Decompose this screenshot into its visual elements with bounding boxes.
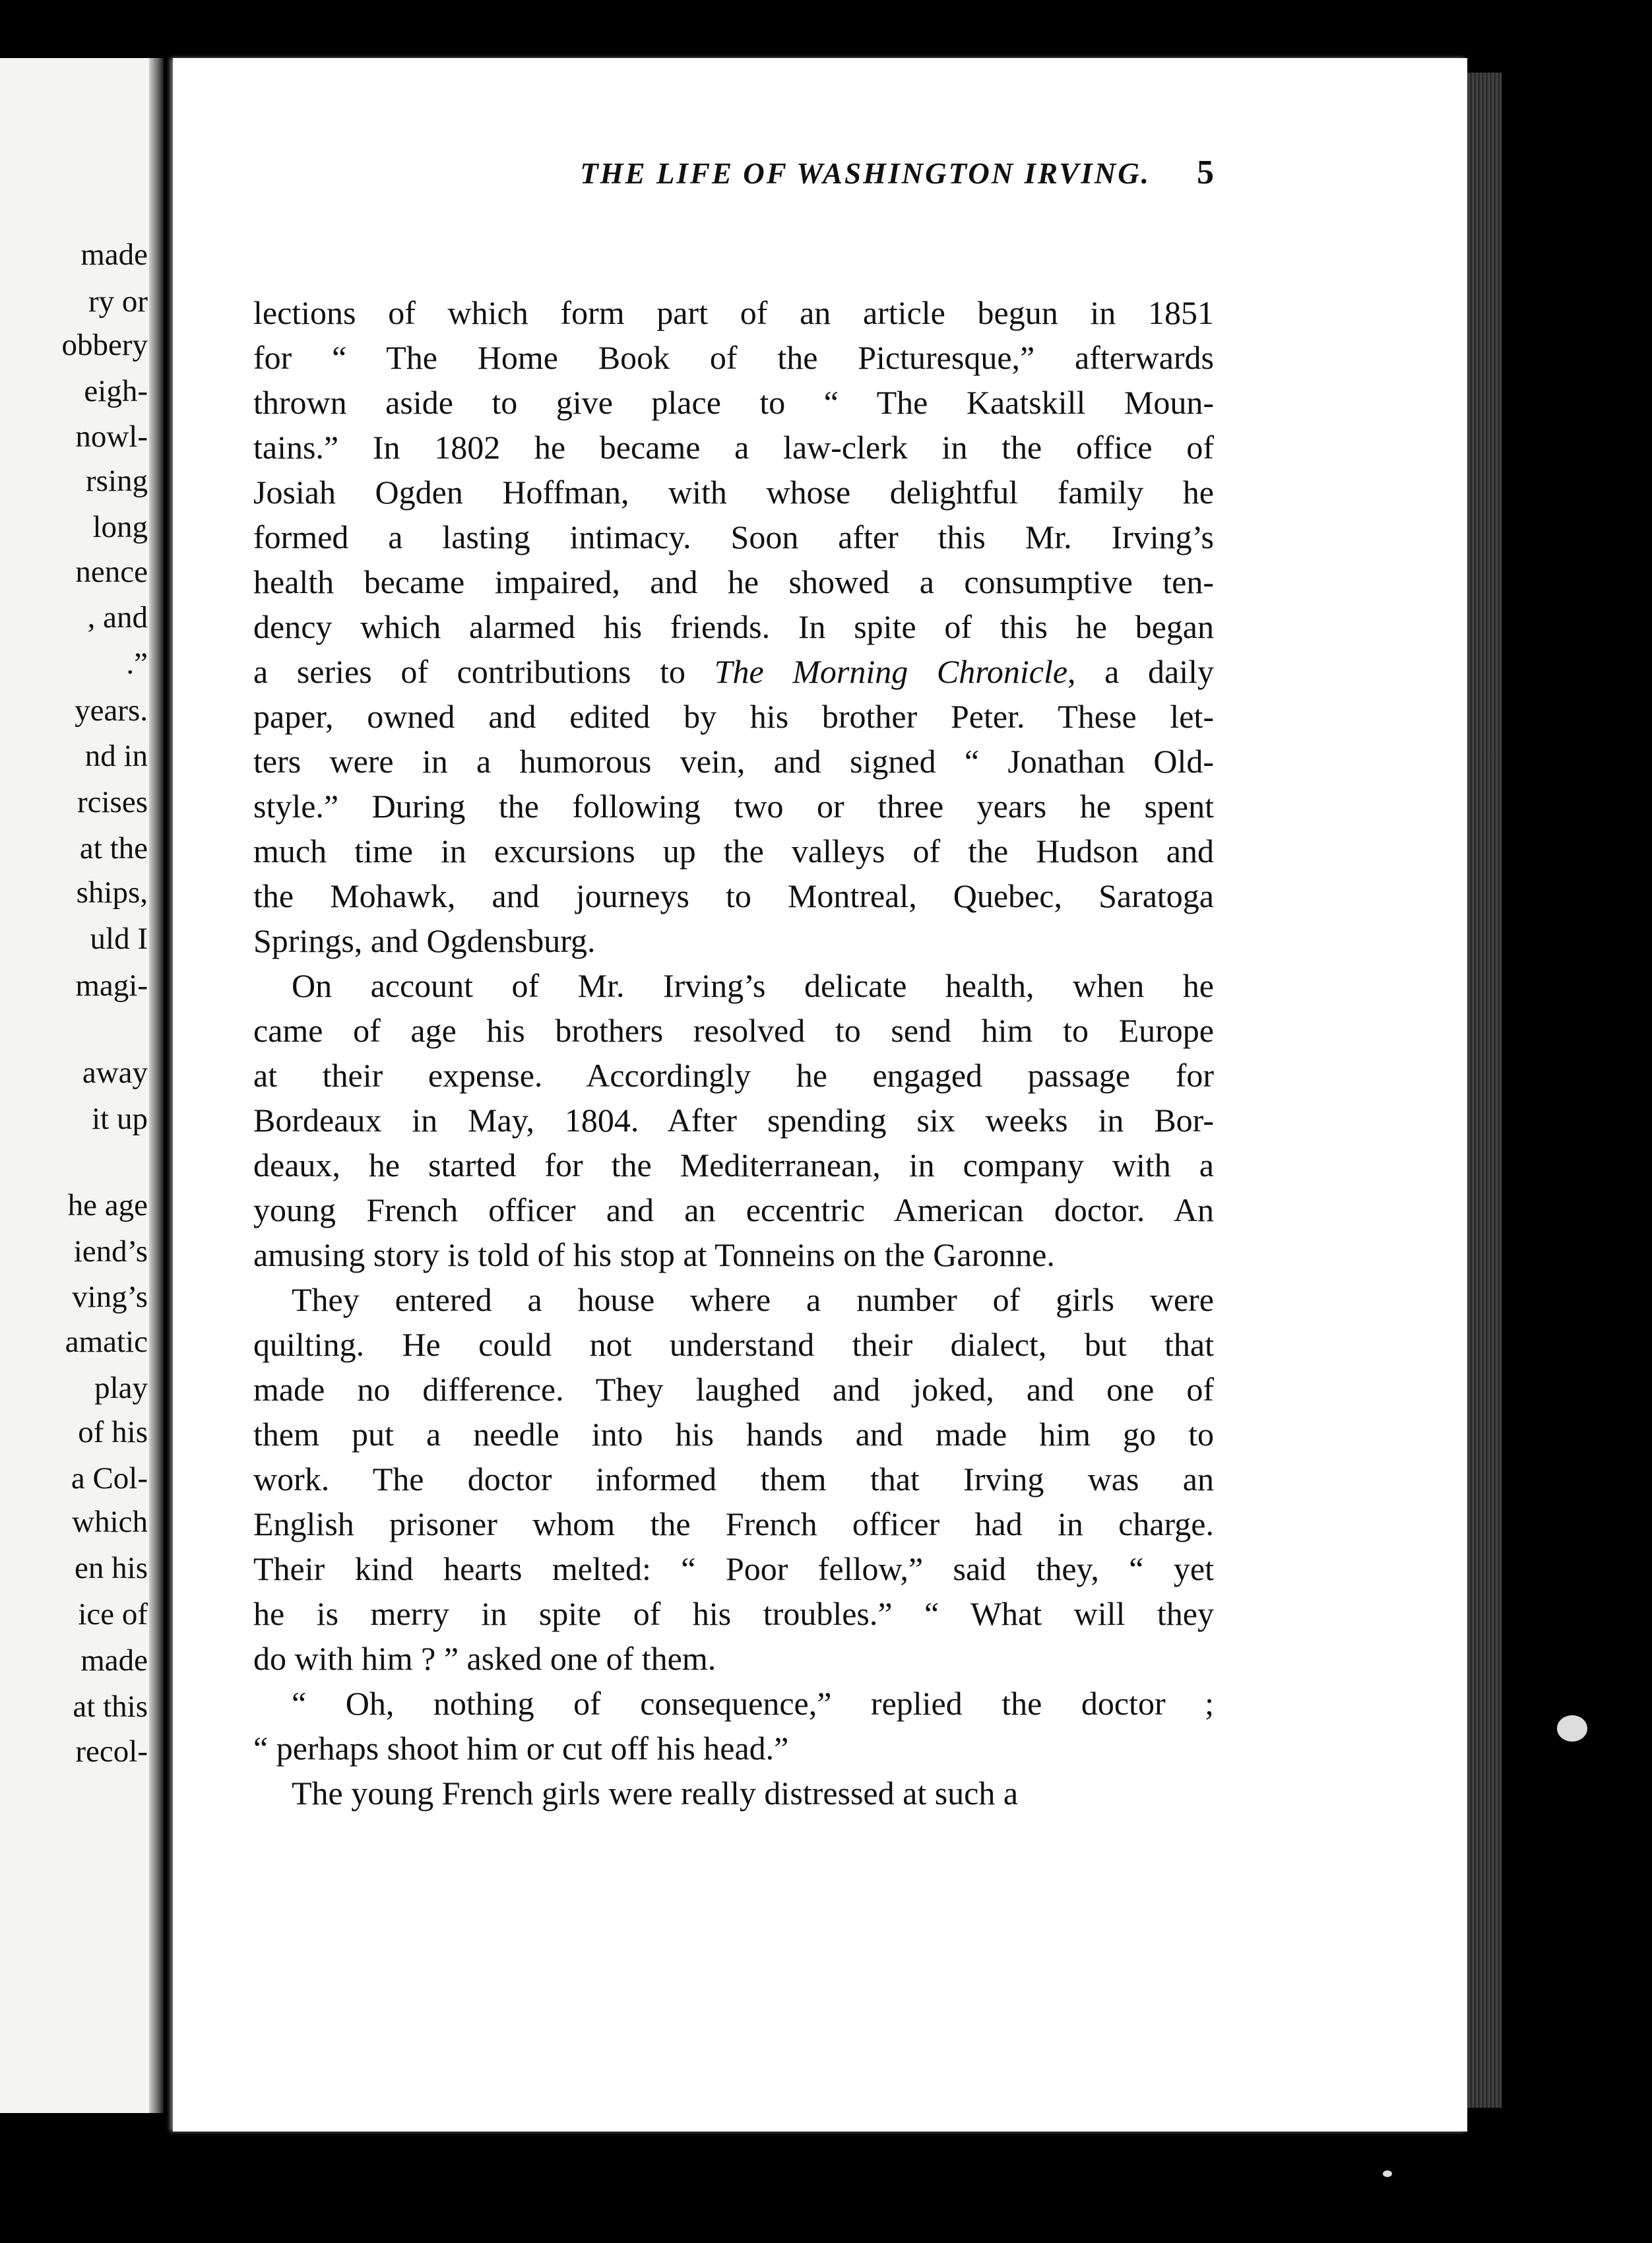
text-line: health became impaired, and he showed a consumptive ten-	[253, 563, 1214, 600]
paragraph	[253, 1771, 1214, 1816]
text-line: ters were in a humorous vein, and signed “ Jonathan Old-	[253, 743, 1214, 780]
previous-page-line: , and	[87, 600, 148, 635]
text-line: a series of contributions to The Morning Chronicle, a daily	[253, 653, 1214, 690]
text-line: paper, owned and edited by his brother Peter. These let-	[253, 698, 1214, 735]
previous-page-line: nowl-	[75, 420, 148, 454]
previous-page-line: long	[92, 510, 148, 544]
book-gutter	[149, 58, 164, 2113]
page-number: 5	[1197, 154, 1214, 191]
text-line: Josiah Ogden Hoffman, with whose delightful family he	[253, 474, 1214, 511]
running-head	[198, 153, 1214, 192]
dust-speck	[1383, 2170, 1392, 2177]
text-line: for “ The Home Book of the Picturesque,” afterwards	[253, 339, 1214, 376]
text-line: work. The doctor informed them that Irving was an	[253, 1461, 1214, 1498]
paragraph	[253, 290, 1214, 963]
text-line: English prisoner whom the French officer had in charge.	[253, 1505, 1214, 1542]
text-line: quilting. He could not understand their dialect, but that	[253, 1326, 1214, 1363]
previous-page-line: magi-	[75, 968, 148, 1003]
text-line: the Mohawk, and journeys to Montreal, Quebec, Saratoga	[253, 877, 1214, 914]
previous-page-line: nence	[75, 555, 148, 589]
text-line: at their expense. Accordingly he engaged passage for	[253, 1057, 1214, 1094]
previous-page-line: play	[94, 1371, 148, 1405]
previous-page-line: at the	[79, 831, 148, 866]
previous-page-line: en his	[75, 1551, 148, 1585]
previous-page-line: it up	[92, 1102, 148, 1136]
previous-page-line: recol-	[75, 1734, 148, 1769]
previous-page-line: he age	[67, 1188, 148, 1222]
paragraph	[253, 963, 1214, 1277]
text-line: lections of which form part of an article begun in 1851	[253, 294, 1214, 331]
previous-page-line: which	[72, 1505, 148, 1539]
previous-page-line: nd in	[84, 739, 148, 773]
previous-page-line: uld I	[90, 922, 148, 956]
running-head-title: THE LIFE OF WASHINGTON IRVING.	[580, 157, 1151, 190]
previous-page-line: iend’s	[73, 1234, 148, 1269]
text-line: he is merry in spite of his troubles.” “ What will they	[253, 1595, 1214, 1632]
previous-page-line: of his	[78, 1415, 148, 1449]
previous-page-line: ships,	[76, 875, 148, 910]
paragraph	[253, 1681, 1214, 1771]
text-line: amusing story is told of his stop at Tonneins on the Garonne.	[253, 1236, 1055, 1273]
text-line: deaux, he started for the Mediterranean, in company with a	[253, 1147, 1214, 1184]
previous-page-line: rcises	[77, 785, 148, 819]
text-line: do with him ? ” asked one of them.	[253, 1640, 716, 1677]
text-line: Bordeaux in May, 1804. After spending six weeks in Bor-	[253, 1102, 1214, 1139]
previous-page-line: made	[80, 1643, 148, 1678]
previous-page-line: made	[80, 237, 148, 272]
text-line: style.” During the following two or three years he spent	[253, 788, 1214, 825]
previous-page-line: at this	[73, 1690, 148, 1724]
previous-page-line: rsing	[86, 464, 148, 498]
text-line: “ perhaps shoot him or cut off his head.”	[253, 1730, 789, 1767]
text-line: formed a lasting intimacy. Soon after this Mr. Irving’s	[253, 519, 1214, 555]
previous-page-line: eigh-	[84, 374, 148, 408]
text-line: them put a needle into his hands and made him go to	[253, 1416, 1214, 1453]
text-line: much time in excursions up the valleys of the Hudson and	[253, 833, 1214, 869]
previous-page-line: away	[82, 1056, 148, 1090]
previous-page	[0, 58, 153, 2113]
text-line: made no difference. They laughed and joked, and one of	[253, 1371, 1214, 1408]
text-line: thrown aside to give place to “ The Kaatskill Moun-	[253, 384, 1214, 421]
text-line: came of age his brothers resolved to send him to Europe	[253, 1012, 1214, 1049]
paragraph	[253, 1277, 1214, 1681]
previous-page-line: ice of	[78, 1597, 148, 1631]
previous-page-line: .”	[126, 647, 148, 681]
previous-page-line: years.	[75, 693, 148, 728]
italic-title: The Morning Chronicle	[714, 653, 1068, 690]
text-line: On account of Mr. Irving’s delicate health, when he	[292, 967, 1214, 1004]
text-line: The young French girls were really distressed at such a	[292, 1775, 1019, 1812]
previous-page-line: obbery	[61, 328, 148, 362]
previous-page-line: ving’s	[72, 1280, 148, 1314]
page-edges	[1467, 73, 1502, 2108]
previous-page-line: ry or	[88, 284, 148, 319]
text-line: young French officer and an eccentric American doctor. An	[253, 1191, 1214, 1228]
previous-page-line: a Col-	[71, 1461, 148, 1496]
body-text	[253, 290, 1214, 1816]
text-line: Their kind hearts melted: “ Poor fellow,” said they, “ yet	[253, 1550, 1214, 1587]
text-line: tains.” In 1802 he became a law-clerk in the office of	[253, 429, 1214, 466]
text-line: They entered a house where a number of girls were	[292, 1281, 1214, 1318]
previous-page-line: amatic	[65, 1325, 148, 1359]
text-line: “ Oh, nothing of consequence,” replied the doctor ;	[292, 1685, 1214, 1722]
text-line: dency which alarmed his friends. In spite of this he began	[253, 608, 1214, 645]
dust-speck	[1557, 1715, 1587, 1742]
text-line: Springs, and Ogdensburg.	[253, 922, 596, 959]
